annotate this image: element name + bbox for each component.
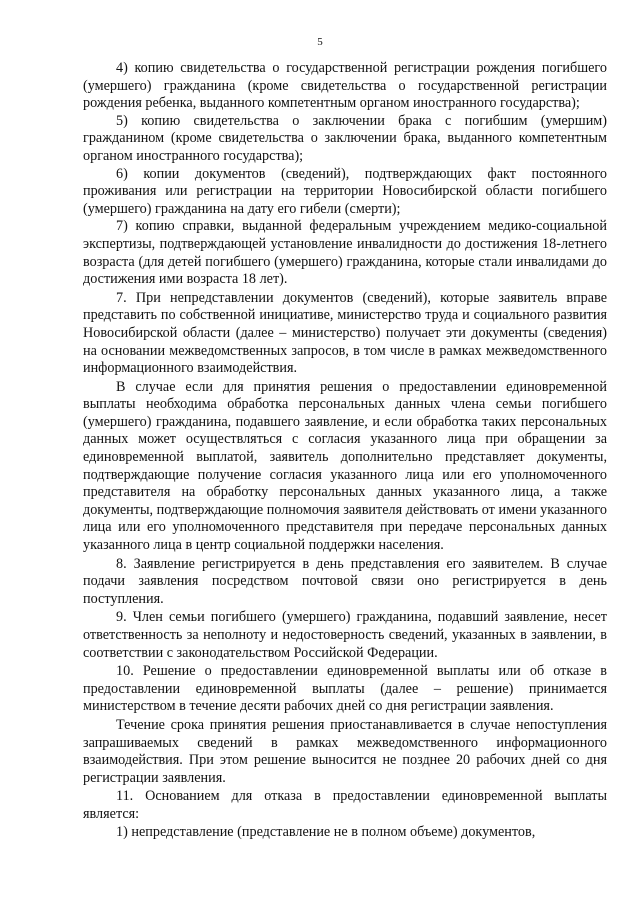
page-number: 5 [317,36,323,48]
paragraph-personal-data: В случае если для принятия решения о предоставлении единовременной выплаты необходима обработка персональных данных члена семьи погибшего (умершего) гражданина, подавшего заявление, и если обработка таких персональных данных может осуществляться с согласия указанного лица при обращении за единовременной выплатой, заявитель дополнительно представляет документы, подтверждающие получение согласия указанного лица или его уполномоченного представителя на обработку персональных данных указанного лица, а также документы, подтверждающие полномочия заявителя действовать от имени указанного лица или его уполномоченного представителя при передаче персональных данных указанного лица в центр социальной поддержки населения. [83,378,607,554]
paragraph-item-4-birth-certificate: 4) копию свидетельства о государственной регистрации рождения погибшего (умершего) гражданина (кроме свидетельства о государственной регистрации рождения ребенка, выданного компетентным органом иностранного государства); [83,60,607,112]
paragraph-suspension: Течение срока принятия решения приостанавливается в случае непоступления запрашиваемых сведений в рамках межведомственного информационного взаимодействия. При этом решение выносится не позднее 20 рабочих дней со дня регистрации заявления. [83,716,607,786]
paragraph-item-5-marriage-certificate: 5) копию свидетельства о заключении брака с погибшим (умершим) гражданином (кроме свидетельства о заключении брака, выданного компетентным органом иностранного государства); [83,112,607,164]
paragraph-clause-7: 7. При непредставлении документов (сведений), которые заявитель вправе представить по собственной инициативе, министерство труда и социального развития Новосибирской области (далее – министерство) получает эти документы (сведения) на основании межведомственных запросов, в том числе в рамках межведомственного информационного взаимодействия. [83,289,607,377]
paragraph-item-6-residence-documents: 6) копии документов (сведений), подтверждающих факт постоянного проживания или регистрации на территории Новосибирской области погибшего (умершего) гражданина на дату его гибели (смерти); [83,165,607,217]
document-body [83,60,607,841]
paragraph-item-7-disability-certificate: 7) копию справки, выданной федеральным учреждением медико-социальной экспертизы, подтверждающей установление инвалидности до достижения 18-летнего возраста (для детей погибшего (умершего) гражданина, которые стали инвалидами до достижения ими возраста 18 лет). [83,218,607,288]
paragraph-clause-8: 8. Заявление регистрируется в день представления его заявителем. В случае подачи заявления посредством почтовой связи оно регистрируется в день поступления. [83,555,607,607]
paragraph-clause-11: 11. Основанием для отказа в предоставлении единовременной выплаты является: [83,788,607,822]
paragraph-clause-9: 9. Член семьи погибшего (умершего) гражданина, подавший заявление, несет ответственность за неполноту и недостоверность сведений, указанных в заявлении, в соответствии с законодательством Российской Федерации. [83,609,607,661]
paragraph-refusal-ground-1: 1) непредставление (представление не в полном объеме) документов, [116,823,536,840]
paragraph-clause-10: 10. Решение о предоставлении единовременной выплаты или об отказе в предоставлении единовременной выплаты (далее – решение) принимается министерством в течение десяти рабочих дней со дня регистрации заявления. [83,663,607,715]
